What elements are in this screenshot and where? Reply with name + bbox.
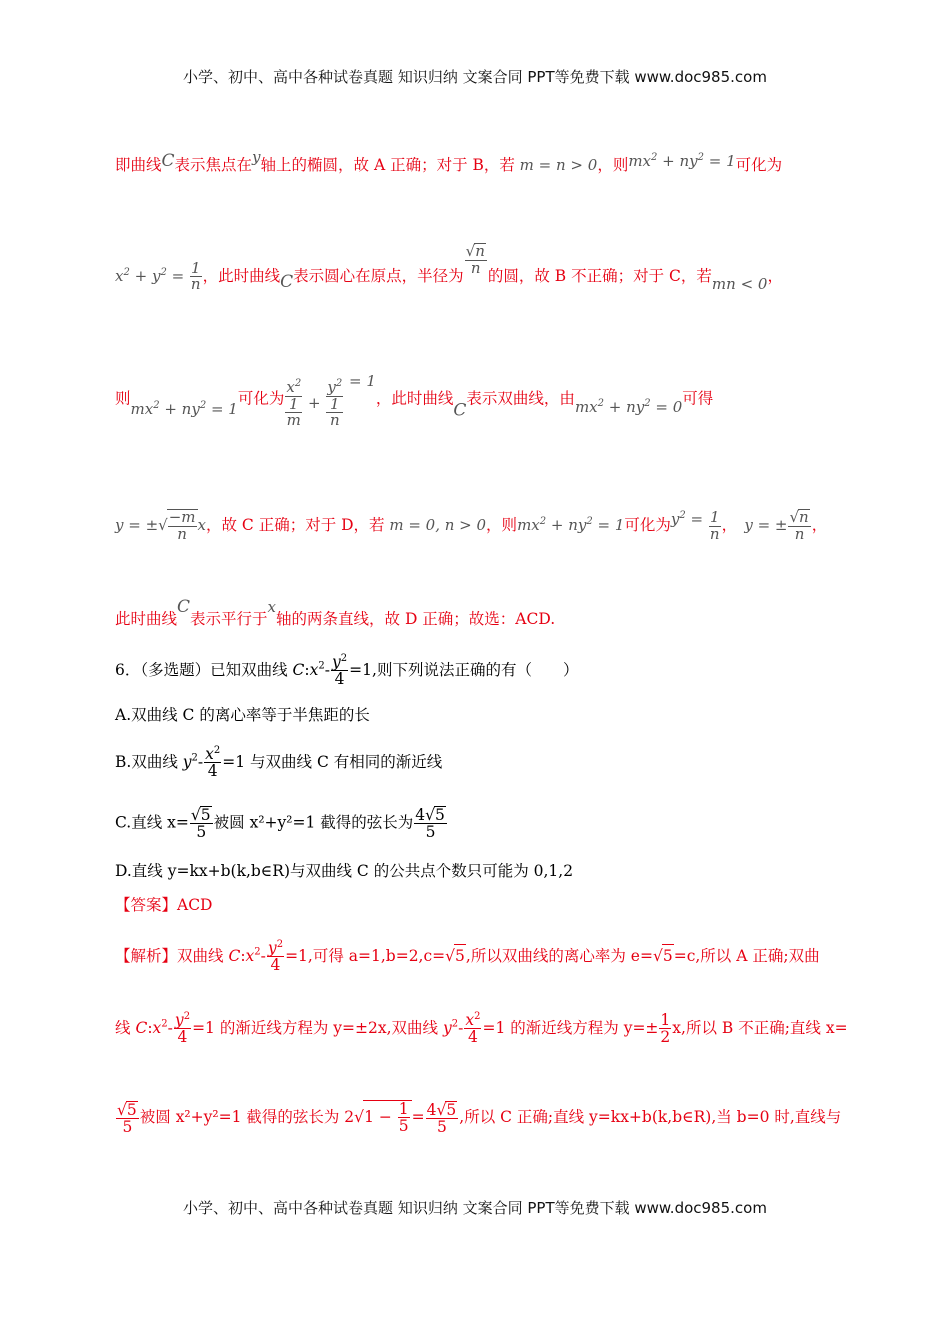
option-a: A.双曲线 C 的离心率等于半焦距的长 [115,706,370,724]
page-footer: 小学、初中、高中各种试卷真题 知识归纳 文案合同 PPT等免费下载 www.doc985.com [183,1199,767,1217]
prev-line-5: 此时曲线C表示平行于x轴的两条直线，故 D 正确；故选：ACD. [115,597,556,628]
analysis-line-1: 【解析】双曲线 $C:x^2-$ $\frac{y^2}{4}$ =1,可得 a=1,b=2,c=√5,所以双曲线的离心率为 e=√5=c,所以 A 正确;双曲 [115,939,820,975]
question-6-stem: 6．（多选题）已知双曲线 $C:x^2-$ $\frac{y^2}{4}$ =1,则下列说法正确的有（ ） [115,653,579,689]
option-c: C.直线 x= $\frac{√5}{5}$ 被圆 x²+y²=1 截得的弦长为 $\frac{4√5}{5}$ [115,806,445,842]
prev-line-4: y = ±√ $\frac{-m}{n}$ x，故 C 正确；对于 D，若 m = 0, n > 0，则$mx^2 + ny^2 = 1$可化为$y^2$ = $\frac{1}{n}$ ， y = ± $\frac{√n}{n}$ ， [115,507,828,543]
answer: 【答案】ACD [115,896,213,914]
prev-line-1: 即曲线C表示焦点在y轴上的椭圆，故 A 正确；对于 B，若 m = n > 0，则$mx^2 + ny^2 = 1$可化为 [115,148,783,174]
analysis-line-3: $\frac{√5}{5}$ 被圆 x²+y²=1 截得的弦长为 2√1 − $\frac{1}{5}$ = $\frac{4√5}{5}$ ,所以 C 正确;直线 y=kx+b(k,b∈R),当 b=0 时,直线与 [117,1100,842,1136]
prev-line-2: $x^2 + y^2$ = $\frac{1}{n}$ ，此时曲线C表示圆心在原点，半径为 $\frac{√n}{n}$ 的圆，故 B 不正确；对于 C，若mn < 0， [115,242,783,294]
option-d: D.直线 y=kx+b(k,b∈R)与双曲线 C 的公共点个数只可能为 0,1,2 [115,862,574,880]
option-b: B.双曲线 $y^2-$ $\frac{x^2}{4}$ =1 与双曲线 C 有相同的渐近线 [115,745,443,781]
page-header: 小学、初中、高中各种试卷真题 知识归纳 文案合同 PPT等免费下载 www.doc985.com [183,68,767,86]
analysis-line-2: 线 $C:x^2-$ $\frac{y^2}{4}$ =1 的渐近线方程为 y=±2x,双曲线 $y^2-$ $\frac{x^2}{4}$ =1 的渐近线方程为 y=± $\frac{1}{2}$ x,所以 B 不正确;直线 x= [115,1011,848,1047]
prev-line-3: 则$mx^2 + ny^2 = 1$可化为 $x^2$ 1 m + $y^2$ 1 n = 1，此时曲线C表示双曲线，由$mx^2 + ny^2 = 0$可得 [115,372,714,430]
